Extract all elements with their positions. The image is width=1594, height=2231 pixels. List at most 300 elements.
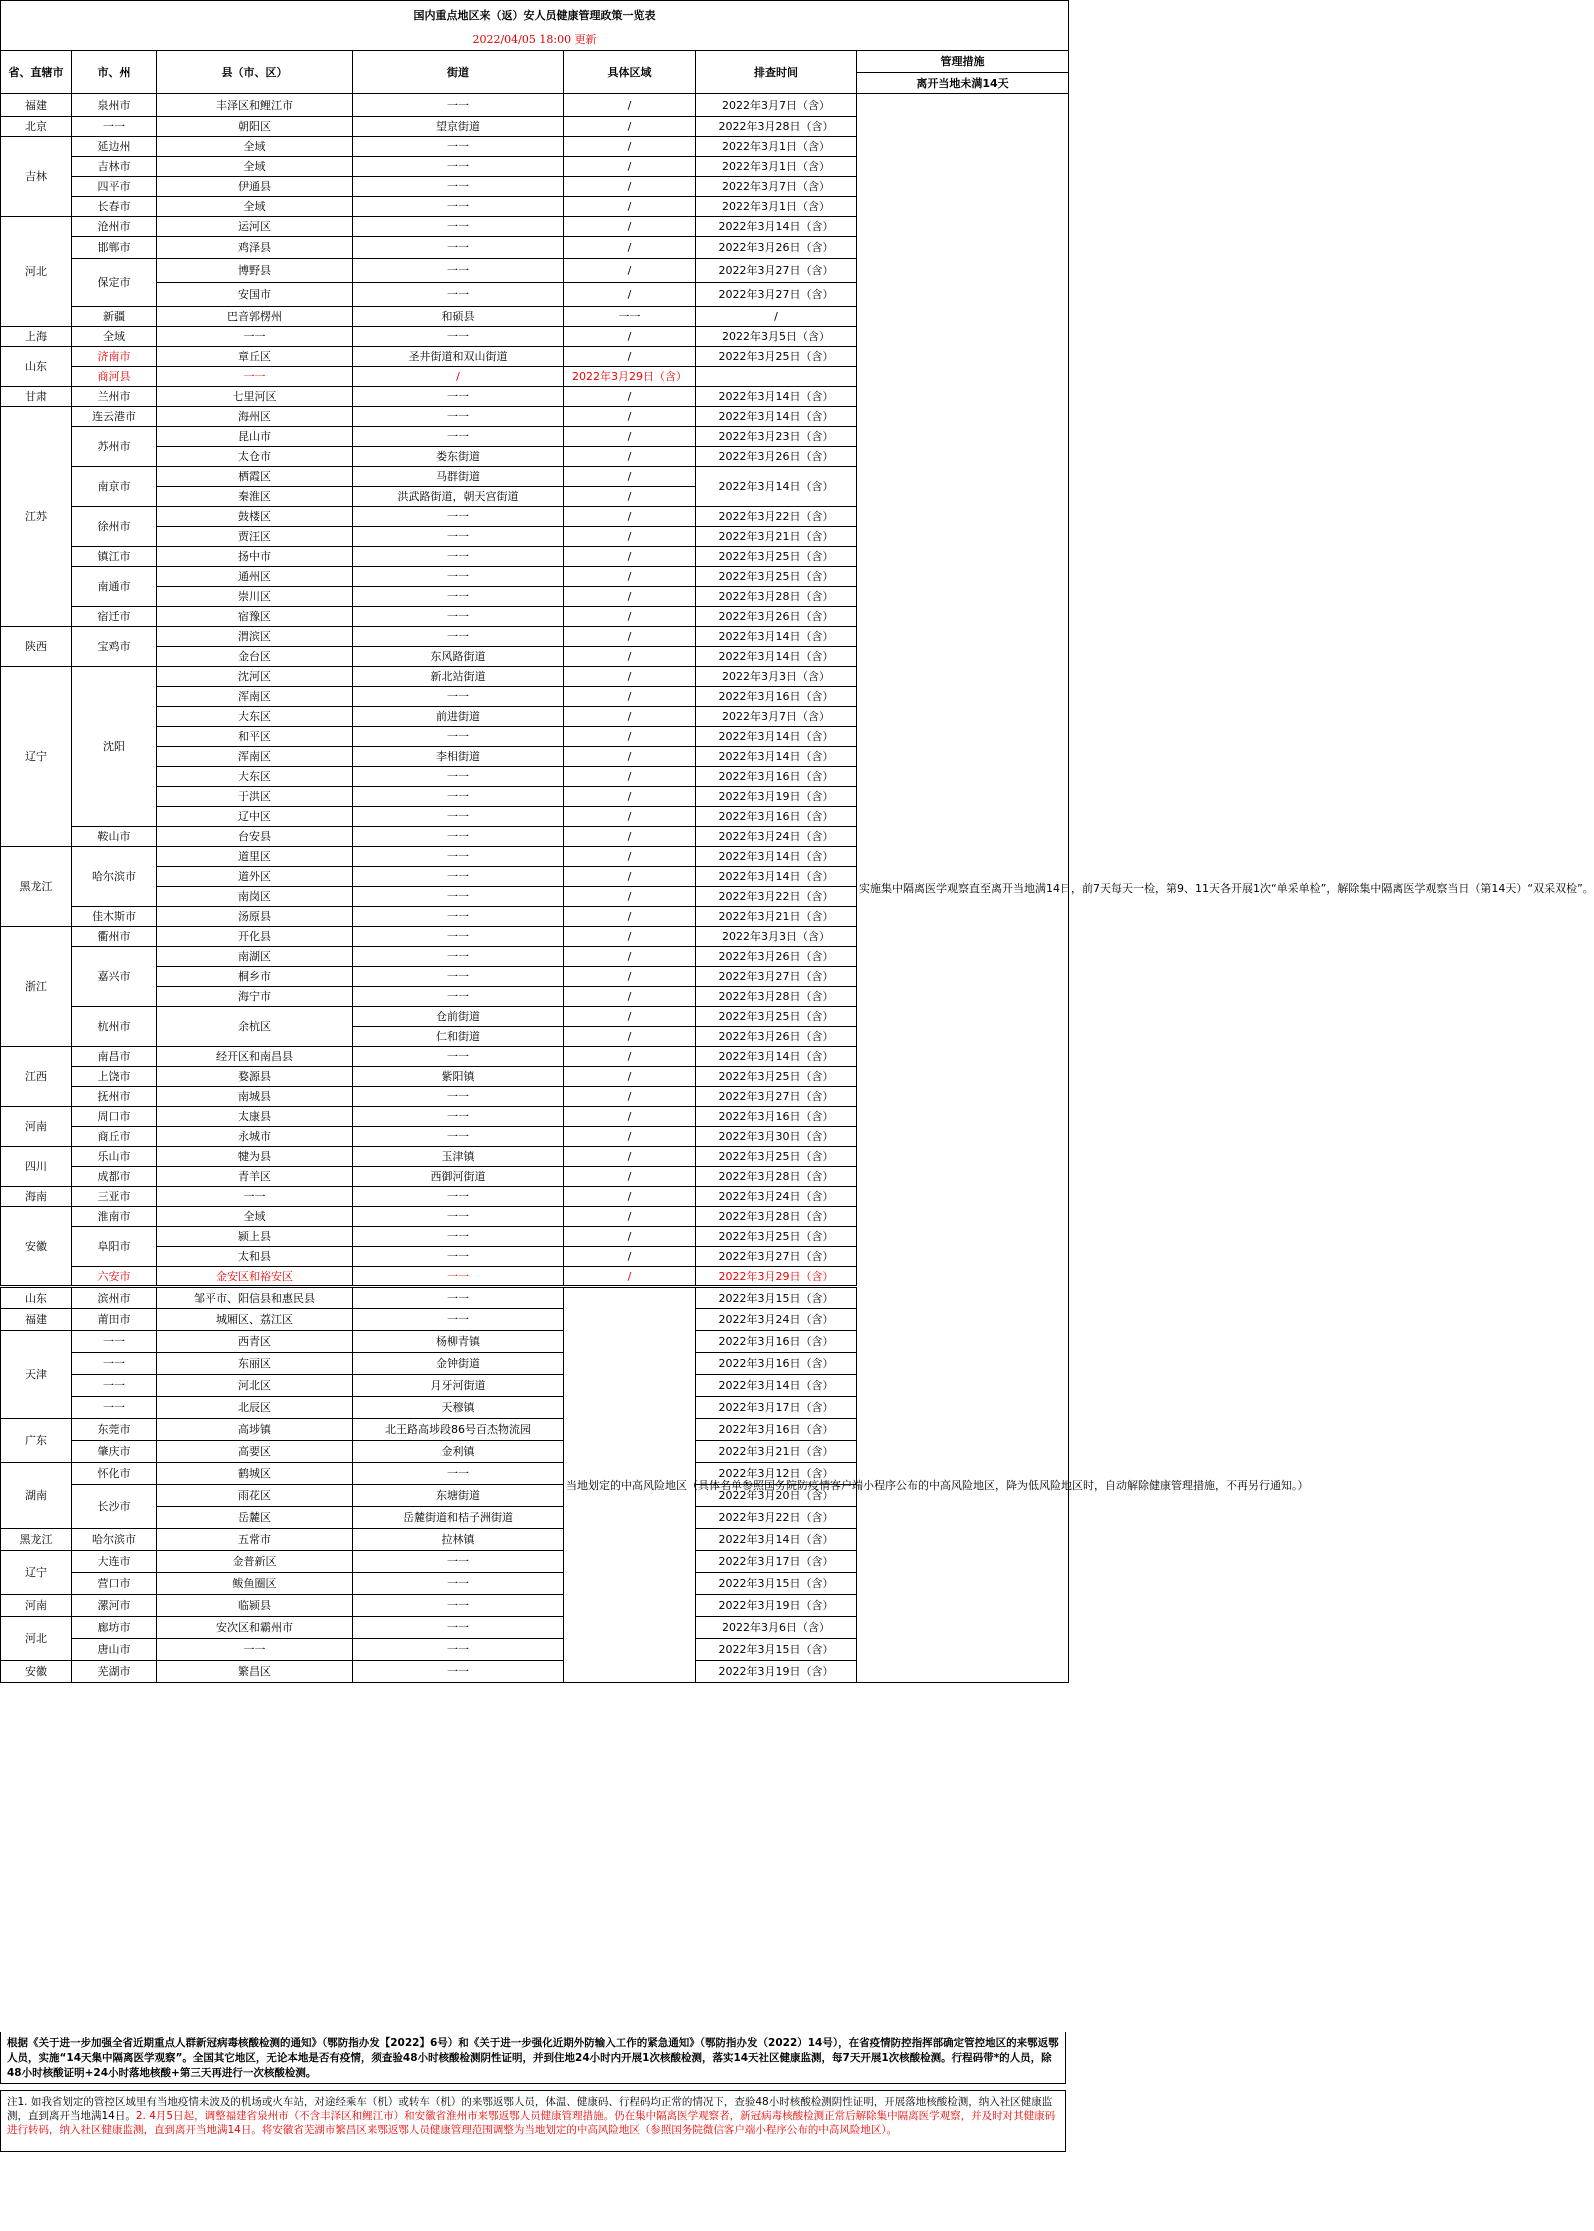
county-cell: 青羊区 [157,1167,353,1187]
county-cell: 大东区 [157,707,353,727]
city-cell: 阜阳市 [72,1227,157,1267]
county-cell: 高要区 [157,1441,353,1463]
street-cell: 一一 [353,1617,564,1639]
date-cell: 2022年3月14日（含） [696,1375,857,1397]
province-cell: 安徽 [1,1661,72,1683]
date-cell: 2022年3月25日（含） [696,1007,857,1027]
city-cell: 一一 [72,1331,157,1353]
province-cell: 吉林 [1,137,72,217]
area-cell: / [564,987,696,1007]
county-cell: 全域 [157,157,353,177]
province-cell: 江西 [1,1047,72,1107]
street-cell: 一一 [353,427,564,447]
area-cell: / [564,507,696,527]
date-cell: 2022年3月16日（含） [696,1331,857,1353]
province-cell: 天津 [1,1331,72,1419]
street-cell: 新北站街道 [353,667,564,687]
street-cell: 一一 [353,527,564,547]
city-cell: 廊坊市 [72,1617,157,1639]
county-cell: 海州区 [157,407,353,427]
city-cell: 一一 [72,1375,157,1397]
note-remark-2: 2. 4月5日起，调整福建省泉州市（不含丰泽区和鲤江市）和安徽省淮州市来鄂返鄂人员健康管理措施。仍在集中隔离医学观察者，新冠病毒核酸检测正常后解除集中隔离医学观察，并及时对其健康码进行转码，纳入社区健康监测，直到离开当地满14日。将安徽省芜湖市繁昌区来鄂返鄂人员健康管理范围调整为当地划定的中高风险地区（参照国务院微信客户端小程序公布的中高风险地区）。 [7,2110,1056,2136]
street-cell: 仁和街道 [353,1027,564,1047]
street-cell: 一一 [353,283,564,307]
province-cell: 湖南 [1,1463,72,1529]
county-cell: 南城县 [157,1087,353,1107]
county-cell: 和平区 [157,727,353,747]
street-cell: 一一 [353,1463,564,1485]
county-cell: 婺源县 [157,1067,353,1087]
county-cell: 道里区 [157,847,353,867]
street-cell: 一一 [353,1309,564,1331]
area-cell: / [564,1027,696,1047]
date-cell: 2022年3月30日（含） [696,1127,857,1147]
date-cell: 2022年3月25日（含） [696,347,857,367]
date-cell: 2022年3月16日（含） [696,1107,857,1127]
city-cell: 三亚市 [72,1187,157,1207]
street-cell: 东塘街道 [353,1485,564,1507]
city-cell: 长春市 [72,197,157,217]
county-cell: 于洪区 [157,787,353,807]
date-cell: 2022年3月27日（含） [696,283,857,307]
area-cell: / [564,117,696,137]
street-cell: 一一 [353,927,564,947]
note-remark-1: 注1. 如我省划定的管控区域里有当地疫情未波及的机场或火车站，对途经乘车（机）或转车（机）的来鄂返鄂人员，体温、健康码、行程码均正常的情况下，查验48小时核酸检测阴性证明，开展落地核酸检测，纳入社区健康监测，直到离开当地满14日。 [7,2096,1053,2122]
street-cell: 仓前街道 [353,1007,564,1027]
area-cell: / [564,467,696,487]
county-cell: 犍为县 [157,1147,353,1167]
city-cell: 连云港市 [72,407,157,427]
street-cell: 玉津镇 [353,1147,564,1167]
county-cell: 余杭区 [157,1007,353,1047]
header-measures-sub: 离开当地未满14天 [857,73,1069,94]
date-cell: 2022年3月7日（含） [696,94,857,117]
street-cell: 一一 [353,1287,564,1309]
area-cell: / [564,177,696,197]
city-cell: 鞍山市 [72,827,157,847]
province-cell: 江苏 [1,407,72,627]
city-cell: 一一 [72,1353,157,1375]
county-cell: 沈河区 [157,667,353,687]
street-cell: 前进街道 [353,707,564,727]
date-cell: 2022年3月6日（含） [696,1617,857,1639]
notes-section [0,2032,1068,2231]
county-cell: 运河区 [157,217,353,237]
date-cell: 2022年3月28日（含） [696,1167,857,1187]
date-cell: 2022年3月15日（含） [696,1287,857,1309]
city-cell: 镇江市 [72,547,157,567]
date-cell: 2022年3月15日（含） [696,1573,857,1595]
date-cell: 2022年3月14日（含） [696,747,857,767]
date-cell: 2022年3月28日（含） [696,987,857,1007]
county-cell: 河北区 [157,1375,353,1397]
street-cell: 一一 [353,157,564,177]
province-cell: 北京 [1,117,72,137]
county-cell: 开化县 [157,927,353,947]
header-county: 县（市、区） [157,51,353,94]
street-cell: 紫阳镇 [353,1067,564,1087]
area-cell: / [564,259,696,283]
area-cell: / [564,747,696,767]
date-cell: 2022年3月1日（含） [696,197,857,217]
area-cell: / [564,907,696,927]
street-cell: 一一 [353,767,564,787]
city-cell: 沧州市 [72,217,157,237]
date-cell: 2022年3月7日（含） [696,707,857,727]
street-cell: 一一 [564,307,696,327]
county-cell: 鲅鱼圈区 [157,1573,353,1595]
area-cell: / [564,1087,696,1107]
street-cell: 一一 [353,407,564,427]
city-cell: 抚州市 [72,1087,157,1107]
city-cell: 全域 [72,327,157,347]
date-cell: 2022年3月14日（含） [696,467,857,507]
street-cell: 李相街道 [353,747,564,767]
date-cell: 2022年3月26日（含） [696,447,857,467]
date-cell: 2022年3月14日（含） [696,1047,857,1067]
street-cell: 一一 [353,177,564,197]
street-cell: 金利镇 [353,1441,564,1463]
city-cell: 哈尔滨市 [72,847,157,907]
county-cell: 伊通县 [157,177,353,197]
street-cell: 一一 [353,827,564,847]
province-cell: 福建 [1,1309,72,1331]
county-cell: 博野县 [157,259,353,283]
province-cell: 陕西 [1,627,72,667]
area-cell: / [564,587,696,607]
city-cell: 成都市 [72,1167,157,1187]
date-cell: 2022年3月27日（含） [696,967,857,987]
date-cell: 2022年3月26日（含） [696,237,857,259]
city-cell: 沈阳 [72,667,157,827]
area-cell: / [564,767,696,787]
street-cell: 一一 [353,1227,564,1247]
date-cell: 2022年3月25日（含） [696,547,857,567]
street-cell: 一一 [353,867,564,887]
province-cell: 上海 [1,327,72,347]
area-cell: / [564,347,696,367]
county-cell: 扬中市 [157,547,353,567]
area-cell: / [564,94,696,117]
street-cell: 马群街道 [353,467,564,487]
date-cell: 2022年3月14日（含） [696,387,857,407]
street-cell: 一一 [353,1639,564,1661]
area-cell: / [564,1067,696,1087]
street-cell: 一一 [353,847,564,867]
street-cell: 杨柳青镇 [353,1331,564,1353]
street-cell: 一一 [353,1661,564,1683]
city-cell: 长沙市 [72,1485,157,1529]
area-cell: / [564,1007,696,1027]
county-cell: 桐乡市 [157,967,353,987]
date-cell: 2022年3月1日（含） [696,157,857,177]
page-title: 国内重点地区来（返）安人员健康管理政策一览表 [1,1,1069,30]
county-cell: 章丘区 [157,347,353,367]
date-cell: 2022年3月14日（含） [696,647,857,667]
street-cell: 一一 [353,387,564,407]
province-cell: 辽宁 [1,667,72,847]
street-cell: 一一 [353,259,564,283]
city-cell: 苏州市 [72,427,157,467]
area-cell: / [564,283,696,307]
area-cell: / [564,827,696,847]
county-cell: 一一 [157,1639,353,1661]
city-cell: 商丘市 [72,1127,157,1147]
county-cell: 五常市 [157,1529,353,1551]
county-cell: 太和县 [157,1247,353,1267]
area-cell: / [564,847,696,867]
province-cell: 四川 [1,1147,72,1187]
county-cell: 永城市 [157,1127,353,1147]
street-cell: 一一 [353,94,564,117]
date-cell: 2022年3月17日（含） [696,1397,857,1419]
county-cell: 北辰区 [157,1397,353,1419]
area-cell: / [564,667,696,687]
street-cell: 一一 [353,967,564,987]
area-cell: / [564,887,696,907]
street-cell: 一一 [353,237,564,259]
street-cell: 一一 [353,787,564,807]
province-cell: 安徽 [1,1207,72,1287]
area-cell: / [564,387,696,407]
province-cell: 黑龙江 [1,847,72,927]
county-cell: 南岗区 [157,887,353,907]
county-cell: 高埗镇 [157,1419,353,1441]
date-cell: 2022年3月15日（含） [696,1639,857,1661]
county-cell: 辽中区 [157,807,353,827]
county-cell: 岳麓区 [157,1507,353,1529]
area-cell: / [564,217,696,237]
area-cell: / [564,427,696,447]
city-cell: 延边州 [72,137,157,157]
city-cell: 上饶市 [72,1067,157,1087]
date-cell: 2022年3月5日（含） [696,327,857,347]
street-cell: 一一 [353,587,564,607]
province-cell: 福建 [1,94,72,117]
area-cell: / [564,947,696,967]
date-cell: 2022年3月22日（含） [696,1507,857,1529]
area-cell: / [564,647,696,667]
street-cell: 一一 [353,1107,564,1127]
area-cell: / [564,707,696,727]
county-cell: 丰泽区和鲤江市 [157,94,353,117]
province-cell: 黑龙江 [1,1529,72,1551]
street-cell: 一一 [353,197,564,217]
street-cell: 望京街道 [353,117,564,137]
area-cell: / [564,1047,696,1067]
city-cell: 肇庆市 [72,1441,157,1463]
street-cell: 一一 [353,607,564,627]
date-cell: 2022年3月1日（含） [696,137,857,157]
area-cell: / [564,787,696,807]
date-cell: 2022年3月14日（含） [696,1529,857,1551]
area-cell: / [564,567,696,587]
street-cell: 一一 [353,987,564,1007]
date-cell: 2022年3月25日（含） [696,567,857,587]
county-cell: 鸡泽县 [157,237,353,259]
date-cell: 2022年3月22日（含） [696,887,857,907]
date-cell: 2022年3月20日（含） [696,1485,857,1507]
date-cell: 2022年3月14日（含） [696,407,857,427]
date-cell: 2022年3月24日（含） [696,1309,857,1331]
street-cell: 一一 [353,327,564,347]
city-cell: 泉州市 [72,94,157,117]
county-cell: 大东区 [157,767,353,787]
street-cell: 一一 [353,567,564,587]
city-cell: 巴音郭楞州 [157,307,353,327]
date-cell: 2022年3月27日（含） [696,1247,857,1267]
street-cell: 一一 [353,947,564,967]
street-cell: 拉林镇 [353,1529,564,1551]
city-cell: 邯郸市 [72,237,157,259]
date-cell: 2022年3月14日（含） [696,217,857,237]
county-cell: 金普新区 [157,1551,353,1573]
area-cell: / [564,327,696,347]
county-cell: 朝阳区 [157,117,353,137]
county-cell: 崇川区 [157,587,353,607]
street-cell: 一一 [353,1127,564,1147]
street-cell: 北王路高埗段86号百杰物流园 [353,1419,564,1441]
date-cell: 2022年3月27日（含） [696,1087,857,1107]
province-cell: 河北 [1,1617,72,1661]
province-cell: 辽宁 [1,1551,72,1595]
street-cell: 月牙河街道 [353,1375,564,1397]
street-cell: 一一 [353,687,564,707]
area-cell: / [564,1147,696,1167]
table-body [1,94,1594,1683]
street-cell: 岳麓街道和桔子洲街道 [353,1507,564,1529]
area-cell: / [564,967,696,987]
area-cell: / [564,547,696,567]
city-cell: 南昌市 [72,1047,157,1067]
province-cell: 河南 [1,1107,72,1147]
area-cell: / [564,607,696,627]
city-cell: 营口市 [72,1573,157,1595]
county-cell: 城厢区、荔江区 [157,1309,353,1331]
header-city: 市、州 [72,51,157,94]
city-cell: 宿迁市 [72,607,157,627]
province-cell: 甘肃 [1,387,72,407]
city-cell: 乐山市 [72,1147,157,1167]
street-cell: 一一 [353,627,564,647]
area-cell: / [564,687,696,707]
area-cell: / [564,137,696,157]
policy-note-basis: 根据《关于进一步加强全省近期重点人群新冠病毒核酸检测的通知》（鄂防指办发【2022】6号）和《关于进一步强化近期外防输入工作的紧急通知》（鄂防指办发（2022）14号），在省疫情防控指挥部确定管控地区的来鄂返鄂人员，实施“14天集中隔离医学观察”。全国其它地区，无论本地是否有疫情，须查验48小时核酸检测阴性证明，并到住地24小时内开展1次核酸检测，落实14天社区健康监测，每7天开展1次核酸检测。行程码带*的人员，除48小时核酸证明+24小时落地核酸+第三天再进行一次核酸检测。 [0,2032,1066,2084]
province-cell: 浙江 [1,927,72,1047]
date-cell: 2022年3月21日（含） [696,907,857,927]
date-cell: 2022年3月16日（含） [696,1419,857,1441]
city-cell: 济南市 [72,347,157,367]
street-cell: 一一 [353,1087,564,1107]
area-cell: / [564,237,696,259]
county-cell: 西青区 [157,1331,353,1353]
county-cell: 宿豫区 [157,607,353,627]
county-cell: 鼓楼区 [157,507,353,527]
date-cell: 2022年3月24日（含） [696,1187,857,1207]
area-cell: / [564,527,696,547]
header-date: 排查时间 [696,51,857,94]
area-cell: / [564,407,696,427]
area-cell: / [564,1187,696,1207]
area-cell: / [564,727,696,747]
county-cell: 和硕县 [353,307,564,327]
area-cell: / [564,157,696,177]
header-measures: 管理措施 [857,51,1069,73]
date-cell: 2022年3月25日（含） [696,1067,857,1087]
date-cell: 2022年3月17日（含） [696,1551,857,1573]
county-cell: 栖霞区 [157,467,353,487]
area-cell: / [564,1227,696,1247]
street-cell: 一一 [353,1573,564,1595]
date-cell: 2022年3月7日（含） [696,177,857,197]
city-cell: 六安市 [72,1267,157,1287]
city-cell: 徐州市 [72,507,157,547]
county-cell: 鹤城区 [157,1463,353,1485]
county-cell: 道外区 [157,867,353,887]
county-cell: 经开区和南昌县 [157,1047,353,1067]
county-cell: 渭滨区 [157,627,353,647]
date-cell: 2022年3月14日（含） [696,627,857,647]
date-cell: 2022年3月16日（含） [696,767,857,787]
city-cell: 衢州市 [72,927,157,947]
city-cell: 佳木斯市 [72,907,157,927]
county-cell: 七里河区 [157,387,353,407]
street-cell: 西御河街道 [353,1167,564,1187]
date-cell: 2022年3月16日（含） [696,807,857,827]
date-cell: 2022年3月28日（含） [696,1207,857,1227]
city-cell: 南京市 [72,467,157,507]
street-cell: 一一 [353,547,564,567]
area-cell: / [564,627,696,647]
policy-note-remarks [0,2090,1066,2152]
table-row [1,94,1069,117]
area-cell: / [564,1247,696,1267]
county-cell: 太仓市 [157,447,353,467]
area-cell: / [564,487,696,507]
area-cell: 当地划定的中高风险地区（具体名单参照国务院防疫情客户端小程序公布的中高风险地区，降为低风险地区时，自动解除健康管理措施，不再另行通知。） [564,1287,696,1683]
street-cell: 一一 [353,217,564,237]
city-cell: 保定市 [72,259,157,307]
date-cell: 2022年3月3日（含） [696,667,857,687]
date-cell: 2022年3月26日（含） [696,1027,857,1047]
county-cell: 汤原县 [157,907,353,927]
header-province: 省、直辖市 [1,51,72,94]
date-cell: 2022年3月28日（含） [696,117,857,137]
street-cell: 一一 [353,1595,564,1617]
date-cell: 2022年3月19日（含） [696,1661,857,1683]
street-cell: 一一 [353,1207,564,1227]
city-cell: 杭州市 [72,1007,157,1047]
area-cell: / [353,367,564,387]
county-cell: 通州区 [157,567,353,587]
county-cell: 太康县 [157,1107,353,1127]
date-cell: 2022年3月25日（含） [696,1147,857,1167]
county-cell: 金安区和裕安区 [157,1267,353,1287]
county-cell: 颍上县 [157,1227,353,1247]
date-cell: 2022年3月14日（含） [696,847,857,867]
city-cell: 嘉兴市 [72,947,157,1007]
area-cell: / [564,1267,696,1287]
city-cell: 大连市 [72,1551,157,1573]
area-cell: / [564,447,696,467]
city-cell: 一一 [72,1397,157,1419]
street-cell: 一一 [353,907,564,927]
area-cell: / [564,1127,696,1147]
area-cell: / [564,1107,696,1127]
province-cell: 河北 [1,217,72,327]
street-cell: 天穆镇 [353,1397,564,1419]
date-cell: 2022年3月24日（含） [696,827,857,847]
